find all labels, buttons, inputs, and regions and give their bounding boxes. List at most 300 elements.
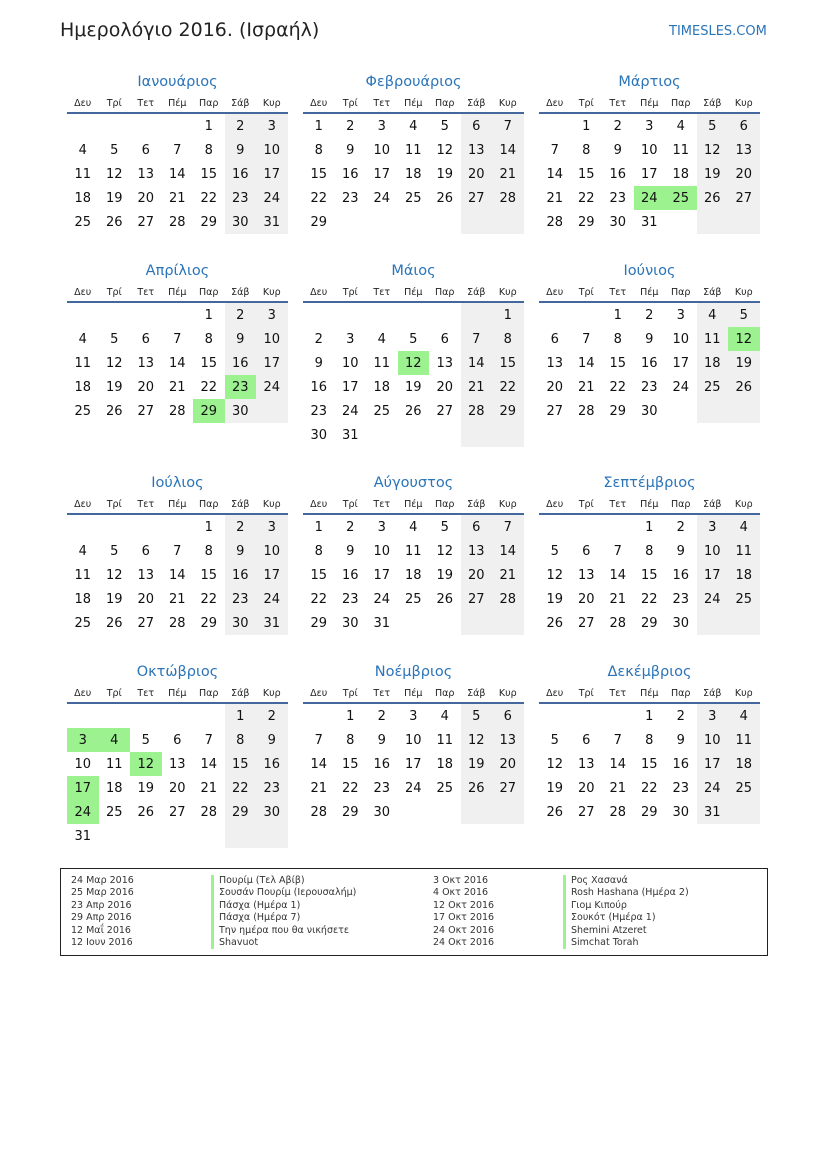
day-grid	[303, 114, 524, 234]
month-name: Ιούλιος	[151, 475, 204, 491]
weekday-label: Κυρ	[262, 688, 281, 699]
empty-cell	[571, 515, 603, 539]
day-grid	[539, 515, 760, 635]
weekday-label: Τετ	[609, 287, 627, 298]
month-name: Δεκέμβριος	[607, 664, 692, 680]
empty-cell	[99, 515, 131, 539]
legend-date: 17 Οκτ 2016	[433, 912, 495, 924]
empty-cell	[366, 210, 398, 234]
day-cell: 23	[640, 379, 658, 395]
day-cell: 13	[546, 355, 564, 371]
day-cell: 17	[341, 379, 359, 395]
day-cell: 28	[492, 587, 524, 611]
weekday-label: Κυρ	[734, 98, 753, 109]
day-cell: 5	[440, 519, 449, 535]
weekday-label: Παρ	[671, 98, 691, 109]
weekday-label: Παρ	[671, 287, 691, 298]
day-cell: 31	[341, 427, 359, 443]
day-cell: 5	[110, 543, 119, 559]
day-cell: 24	[697, 776, 729, 800]
day-cell: 6	[582, 543, 591, 559]
day-cell: 2	[225, 303, 257, 327]
weekday-label: Τρί	[578, 688, 594, 699]
day-cell: 26	[697, 186, 729, 210]
weekday-label: Παρ	[435, 688, 455, 699]
empty-cell	[130, 303, 162, 327]
legend-date: 24 Οκτ 2016	[433, 937, 495, 949]
day-cell: 22	[640, 591, 658, 607]
day-cell: 5	[440, 118, 449, 134]
weekday-label: Δευ	[310, 688, 328, 699]
day-cell: 27	[137, 615, 155, 631]
day-cell: 27	[137, 403, 155, 419]
day-cell: 1	[346, 708, 355, 724]
day-cell: 20	[137, 591, 155, 607]
weekday-label: Τρί	[578, 98, 594, 109]
day-cell: 10	[672, 331, 690, 347]
day-cell: 25	[728, 587, 760, 611]
empty-cell	[461, 303, 493, 327]
day-cell: 17	[697, 563, 729, 587]
day-cell: 25	[436, 780, 454, 796]
weekday-label: Πέμ	[168, 98, 187, 109]
weekday-label: Πέμ	[168, 499, 187, 510]
day-cell: 15	[310, 166, 328, 182]
weekday-label: Παρ	[435, 98, 455, 109]
empty-cell	[602, 704, 634, 728]
empty-cell	[492, 423, 524, 447]
day-cell: 24	[256, 587, 288, 611]
day-cell: 12	[697, 138, 729, 162]
empty-cell	[366, 423, 398, 447]
day-cell: 6	[173, 732, 182, 748]
day-cell: 31	[256, 611, 288, 635]
empty-cell	[539, 303, 571, 327]
weekday-label: Τετ	[137, 98, 155, 109]
day-cell: 21	[492, 162, 524, 186]
day-cell: 26	[546, 615, 564, 631]
day-grid	[539, 303, 760, 423]
day-cell: 9	[377, 732, 386, 748]
legend-names-second-half	[563, 875, 689, 949]
holiday-day-cell: 4	[99, 728, 131, 752]
weekday-label: Δευ	[310, 287, 328, 298]
day-cell: 23	[341, 591, 359, 607]
day-cell: 8	[645, 543, 654, 559]
empty-cell	[335, 210, 367, 234]
day-cell: 4	[728, 704, 760, 728]
day-cell: 28	[609, 615, 627, 631]
day-cell: 23	[310, 403, 328, 419]
weekday-label: Κυρ	[734, 499, 753, 510]
day-cell: 7	[204, 732, 213, 748]
weekday-label: Τρί	[106, 287, 122, 298]
empty-cell	[162, 303, 194, 327]
day-cell: 3	[645, 118, 654, 134]
weekday-label: Πέμ	[404, 499, 423, 510]
legend-date: 4 Οκτ 2016	[433, 887, 489, 899]
day-cell: 27	[137, 214, 155, 230]
day-cell: 11	[404, 142, 422, 158]
day-cell: 19	[105, 591, 123, 607]
day-cell: 3	[256, 114, 288, 138]
empty-cell	[99, 303, 131, 327]
empty-cell	[602, 515, 634, 539]
day-cell: 30	[310, 427, 328, 443]
weekday-label: Τρί	[342, 499, 358, 510]
day-cell: 29	[609, 403, 627, 419]
day-cell: 15	[200, 166, 218, 182]
day-cell: 6	[141, 142, 150, 158]
empty-cell	[335, 303, 367, 327]
day-cell: 26	[105, 214, 123, 230]
day-cell: 19	[137, 780, 155, 796]
weekday-label: Τρί	[342, 688, 358, 699]
day-cell: 30	[640, 403, 658, 419]
day-cell: 30	[672, 615, 690, 631]
weekday-label: Σάβ	[703, 499, 722, 510]
holiday-day-cell: 12	[130, 752, 162, 776]
day-cell: 5	[697, 114, 729, 138]
empty-cell	[398, 210, 430, 234]
day-cell: 13	[492, 728, 524, 752]
day-cell: 20	[436, 379, 454, 395]
day-cell: 11	[404, 543, 422, 559]
empty-cell	[429, 611, 461, 635]
weekday-label: Πέμ	[640, 287, 659, 298]
day-cell: 18	[404, 567, 422, 583]
day-cell: 18	[697, 351, 729, 375]
holiday-day-cell: 17	[67, 776, 99, 800]
day-cell: 23	[672, 591, 690, 607]
day-cell: 7	[461, 327, 493, 351]
day-cell: 12	[105, 567, 123, 583]
empty-cell	[697, 210, 729, 234]
weekday-label: Παρ	[435, 499, 455, 510]
day-cell: 20	[168, 780, 186, 796]
day-cell: 8	[204, 331, 213, 347]
day-cell: 4	[78, 331, 87, 347]
day-cell: 10	[404, 732, 422, 748]
weekday-label: Πέμ	[168, 688, 187, 699]
day-cell: 10	[373, 543, 391, 559]
weekday-header	[67, 497, 288, 515]
empty-cell	[130, 114, 162, 138]
day-cell: 13	[168, 756, 186, 772]
weekday-label: Τρί	[342, 98, 358, 109]
day-cell: 8	[645, 732, 654, 748]
day-cell: 4	[409, 118, 418, 134]
day-cell: 3	[377, 519, 386, 535]
day-cell: 27	[577, 615, 595, 631]
day-cell: 16	[341, 567, 359, 583]
day-cell: 25	[728, 776, 760, 800]
day-cell: 2	[676, 708, 685, 724]
legend-holiday-name: Shemini Atzeret	[563, 925, 689, 937]
empty-cell	[303, 704, 335, 728]
day-cell: 18	[404, 166, 422, 182]
day-cell: 14	[609, 756, 627, 772]
day-cell: 7	[173, 543, 182, 559]
day-cell: 11	[373, 355, 391, 371]
month-name: Φεβρουάριος	[365, 74, 462, 90]
day-cell: 21	[310, 780, 328, 796]
weekday-label: Κυρ	[262, 98, 281, 109]
day-cell: 20	[577, 591, 595, 607]
day-cell: 1	[225, 704, 257, 728]
weekday-label: Κυρ	[498, 287, 517, 298]
day-cell: 30	[256, 800, 288, 824]
weekday-label: Τετ	[373, 499, 391, 510]
day-cell: 21	[609, 780, 627, 796]
day-cell: 15	[310, 567, 328, 583]
day-cell: 18	[74, 591, 92, 607]
day-cell: 28	[168, 214, 186, 230]
day-cell: 23	[256, 776, 288, 800]
weekday-label: Κυρ	[498, 688, 517, 699]
holiday-day-cell: 29	[193, 399, 225, 423]
weekday-label: Σάβ	[703, 98, 722, 109]
day-cell: 18	[74, 379, 92, 395]
day-cell: 26	[436, 190, 454, 206]
legend-date: 24 Οκτ 2016	[433, 924, 495, 936]
empty-cell	[429, 210, 461, 234]
day-cell: 29	[310, 615, 328, 631]
weekday-label: Πέμ	[404, 98, 423, 109]
day-cell: 10	[697, 728, 729, 752]
day-cell: 29	[640, 615, 658, 631]
day-cell: 20	[546, 379, 564, 395]
empty-cell	[225, 824, 257, 848]
day-cell: 26	[461, 776, 493, 800]
day-cell: 24	[404, 780, 422, 796]
month-name: Ιούνιος	[623, 263, 676, 279]
legend-holiday-name: Πουρίμ (Τελ Αβίβ)	[211, 875, 356, 887]
day-cell: 11	[697, 327, 729, 351]
day-grid	[67, 515, 288, 635]
day-cell: 2	[613, 118, 622, 134]
day-cell: 24	[373, 591, 391, 607]
day-cell: 14	[461, 351, 493, 375]
day-cell: 8	[582, 142, 591, 158]
day-cell: 30	[225, 210, 257, 234]
day-cell: 3	[697, 515, 729, 539]
day-cell: 8	[613, 331, 622, 347]
day-cell: 24	[672, 379, 690, 395]
day-cell: 19	[728, 351, 760, 375]
weekday-label: Κυρ	[734, 287, 753, 298]
day-cell: 3	[256, 303, 288, 327]
day-cell: 25	[697, 375, 729, 399]
holiday-day-cell: 3	[67, 728, 99, 752]
day-cell: 23	[609, 190, 627, 206]
empty-cell	[539, 114, 571, 138]
day-cell: 17	[404, 756, 422, 772]
month-name: Αύγουστος	[373, 475, 454, 491]
day-cell: 18	[74, 190, 92, 206]
day-cell: 21	[492, 563, 524, 587]
day-cell: 15	[640, 567, 658, 583]
weekday-label: Τετ	[373, 287, 391, 298]
day-cell: 26	[546, 804, 564, 820]
day-cell: 27	[728, 186, 760, 210]
legend-holiday-name: Σουσάν Πουρίμ (Ιερουσαλήμ)	[211, 887, 356, 899]
day-cell: 2	[346, 519, 355, 535]
weekday-label: Κυρ	[262, 499, 281, 510]
day-cell: 12	[461, 728, 493, 752]
weekday-label: Παρ	[671, 499, 691, 510]
day-cell: 10	[640, 142, 658, 158]
weekday-label: Τρί	[106, 499, 122, 510]
day-cell: 28	[461, 399, 493, 423]
legend-holiday-name: Γιομ Κιπούρ	[563, 900, 689, 912]
weekday-label: Δευ	[546, 499, 564, 510]
weekday-label: Πέμ	[640, 499, 659, 510]
legend-holiday-name: Ρος Χασανά	[563, 875, 689, 887]
weekday-label: Τρί	[578, 287, 594, 298]
empty-cell	[67, 704, 99, 728]
day-cell: 13	[137, 166, 155, 182]
day-cell: 26	[137, 804, 155, 820]
day-cell: 24	[697, 587, 729, 611]
day-cell: 12	[546, 567, 564, 583]
day-cell: 5	[550, 732, 559, 748]
month-name: Απρίλιος	[145, 263, 210, 279]
day-cell: 25	[74, 214, 92, 230]
weekday-label: Τρί	[106, 98, 122, 109]
month-name: Σεπτέμβριος	[603, 475, 696, 491]
day-cell: 20	[461, 563, 493, 587]
day-cell: 16	[672, 567, 690, 583]
day-cell: 19	[546, 591, 564, 607]
day-cell: 16	[640, 355, 658, 371]
day-grid	[67, 303, 288, 423]
legend-date: 12 Ιουν 2016	[71, 937, 133, 949]
day-cell: 22	[225, 776, 257, 800]
day-cell: 19	[436, 567, 454, 583]
legend-holiday-name: Simchat Torah	[563, 937, 689, 949]
day-cell: 19	[461, 752, 493, 776]
day-cell: 29	[310, 214, 328, 230]
day-cell: 25	[373, 403, 391, 419]
day-cell: 31	[697, 800, 729, 824]
empty-cell	[492, 800, 524, 824]
day-cell: 30	[341, 615, 359, 631]
legend-date: 12 Μαΐ 2016	[71, 924, 131, 936]
day-cell: 26	[404, 403, 422, 419]
weekday-label: Δευ	[310, 98, 328, 109]
day-cell: 22	[310, 190, 328, 206]
day-cell: 1	[492, 303, 524, 327]
day-cell: 11	[74, 355, 92, 371]
weekday-header	[67, 686, 288, 704]
day-cell: 14	[609, 567, 627, 583]
weekday-label: Δευ	[546, 287, 564, 298]
weekday-label: Σάβ	[703, 287, 722, 298]
day-cell: 6	[728, 114, 760, 138]
weekday-label: Κυρ	[498, 499, 517, 510]
month-name: Ιανουάριος	[137, 74, 218, 90]
day-cell: 5	[141, 732, 150, 748]
day-cell: 13	[461, 539, 493, 563]
empty-cell	[67, 114, 99, 138]
weekday-label: Τετ	[609, 98, 627, 109]
day-cell: 29	[200, 214, 218, 230]
empty-cell	[303, 303, 335, 327]
empty-cell	[256, 399, 288, 423]
weekday-label: Κυρ	[734, 688, 753, 699]
weekday-label: Δευ	[74, 499, 92, 510]
legend-holiday-name: Shavuot	[211, 937, 356, 949]
day-cell: 18	[105, 780, 123, 796]
weekday-label: Κυρ	[262, 287, 281, 298]
empty-cell	[130, 704, 162, 728]
day-cell: 11	[74, 567, 92, 583]
weekday-label: Παρ	[199, 499, 219, 510]
day-cell: 21	[168, 591, 186, 607]
weekday-label: Σάβ	[231, 287, 250, 298]
empty-cell	[67, 515, 99, 539]
empty-cell	[162, 704, 194, 728]
day-cell: 19	[436, 166, 454, 182]
weekday-label: Σάβ	[467, 287, 486, 298]
day-cell: 25	[74, 615, 92, 631]
day-cell: 20	[461, 162, 493, 186]
day-cell: 8	[314, 142, 323, 158]
empty-cell	[571, 704, 603, 728]
day-grid	[303, 515, 524, 635]
day-cell: 29	[200, 615, 218, 631]
day-cell: 9	[346, 142, 355, 158]
day-cell: 9	[613, 142, 622, 158]
day-cell: 12	[105, 166, 123, 182]
day-cell: 2	[314, 331, 323, 347]
day-cell: 15	[640, 756, 658, 772]
weekday-label: Τετ	[609, 499, 627, 510]
day-cell: 15	[200, 355, 218, 371]
weekday-label: Σάβ	[231, 688, 250, 699]
day-cell: 2	[377, 708, 386, 724]
day-cell: 7	[173, 142, 182, 158]
legend-holiday-name: Την ημέρα που θα νικήσετε	[211, 925, 356, 937]
day-cell: 21	[168, 379, 186, 395]
day-cell: 19	[697, 162, 729, 186]
empty-cell	[398, 423, 430, 447]
day-cell: 13	[577, 567, 595, 583]
day-cell: 22	[577, 190, 595, 206]
day-cell: 21	[609, 591, 627, 607]
day-cell: 4	[728, 515, 760, 539]
empty-cell	[461, 800, 493, 824]
day-cell: 31	[640, 214, 658, 230]
site-link[interactable]: TIMESLES.COM	[669, 24, 767, 39]
day-cell: 16	[373, 756, 391, 772]
empty-cell	[728, 399, 760, 423]
day-cell: 6	[141, 543, 150, 559]
month-name: Οκτώβριος	[136, 664, 219, 680]
day-cell: 9	[676, 732, 685, 748]
weekday-label: Τετ	[609, 688, 627, 699]
day-cell: 14	[200, 756, 218, 772]
day-cell: 21	[168, 190, 186, 206]
day-cell: 14	[492, 138, 524, 162]
weekday-header	[539, 497, 760, 515]
day-cell: 17	[256, 351, 288, 375]
empty-cell	[398, 611, 430, 635]
day-cell: 4	[409, 519, 418, 535]
empty-cell	[67, 303, 99, 327]
day-cell: 8	[492, 327, 524, 351]
